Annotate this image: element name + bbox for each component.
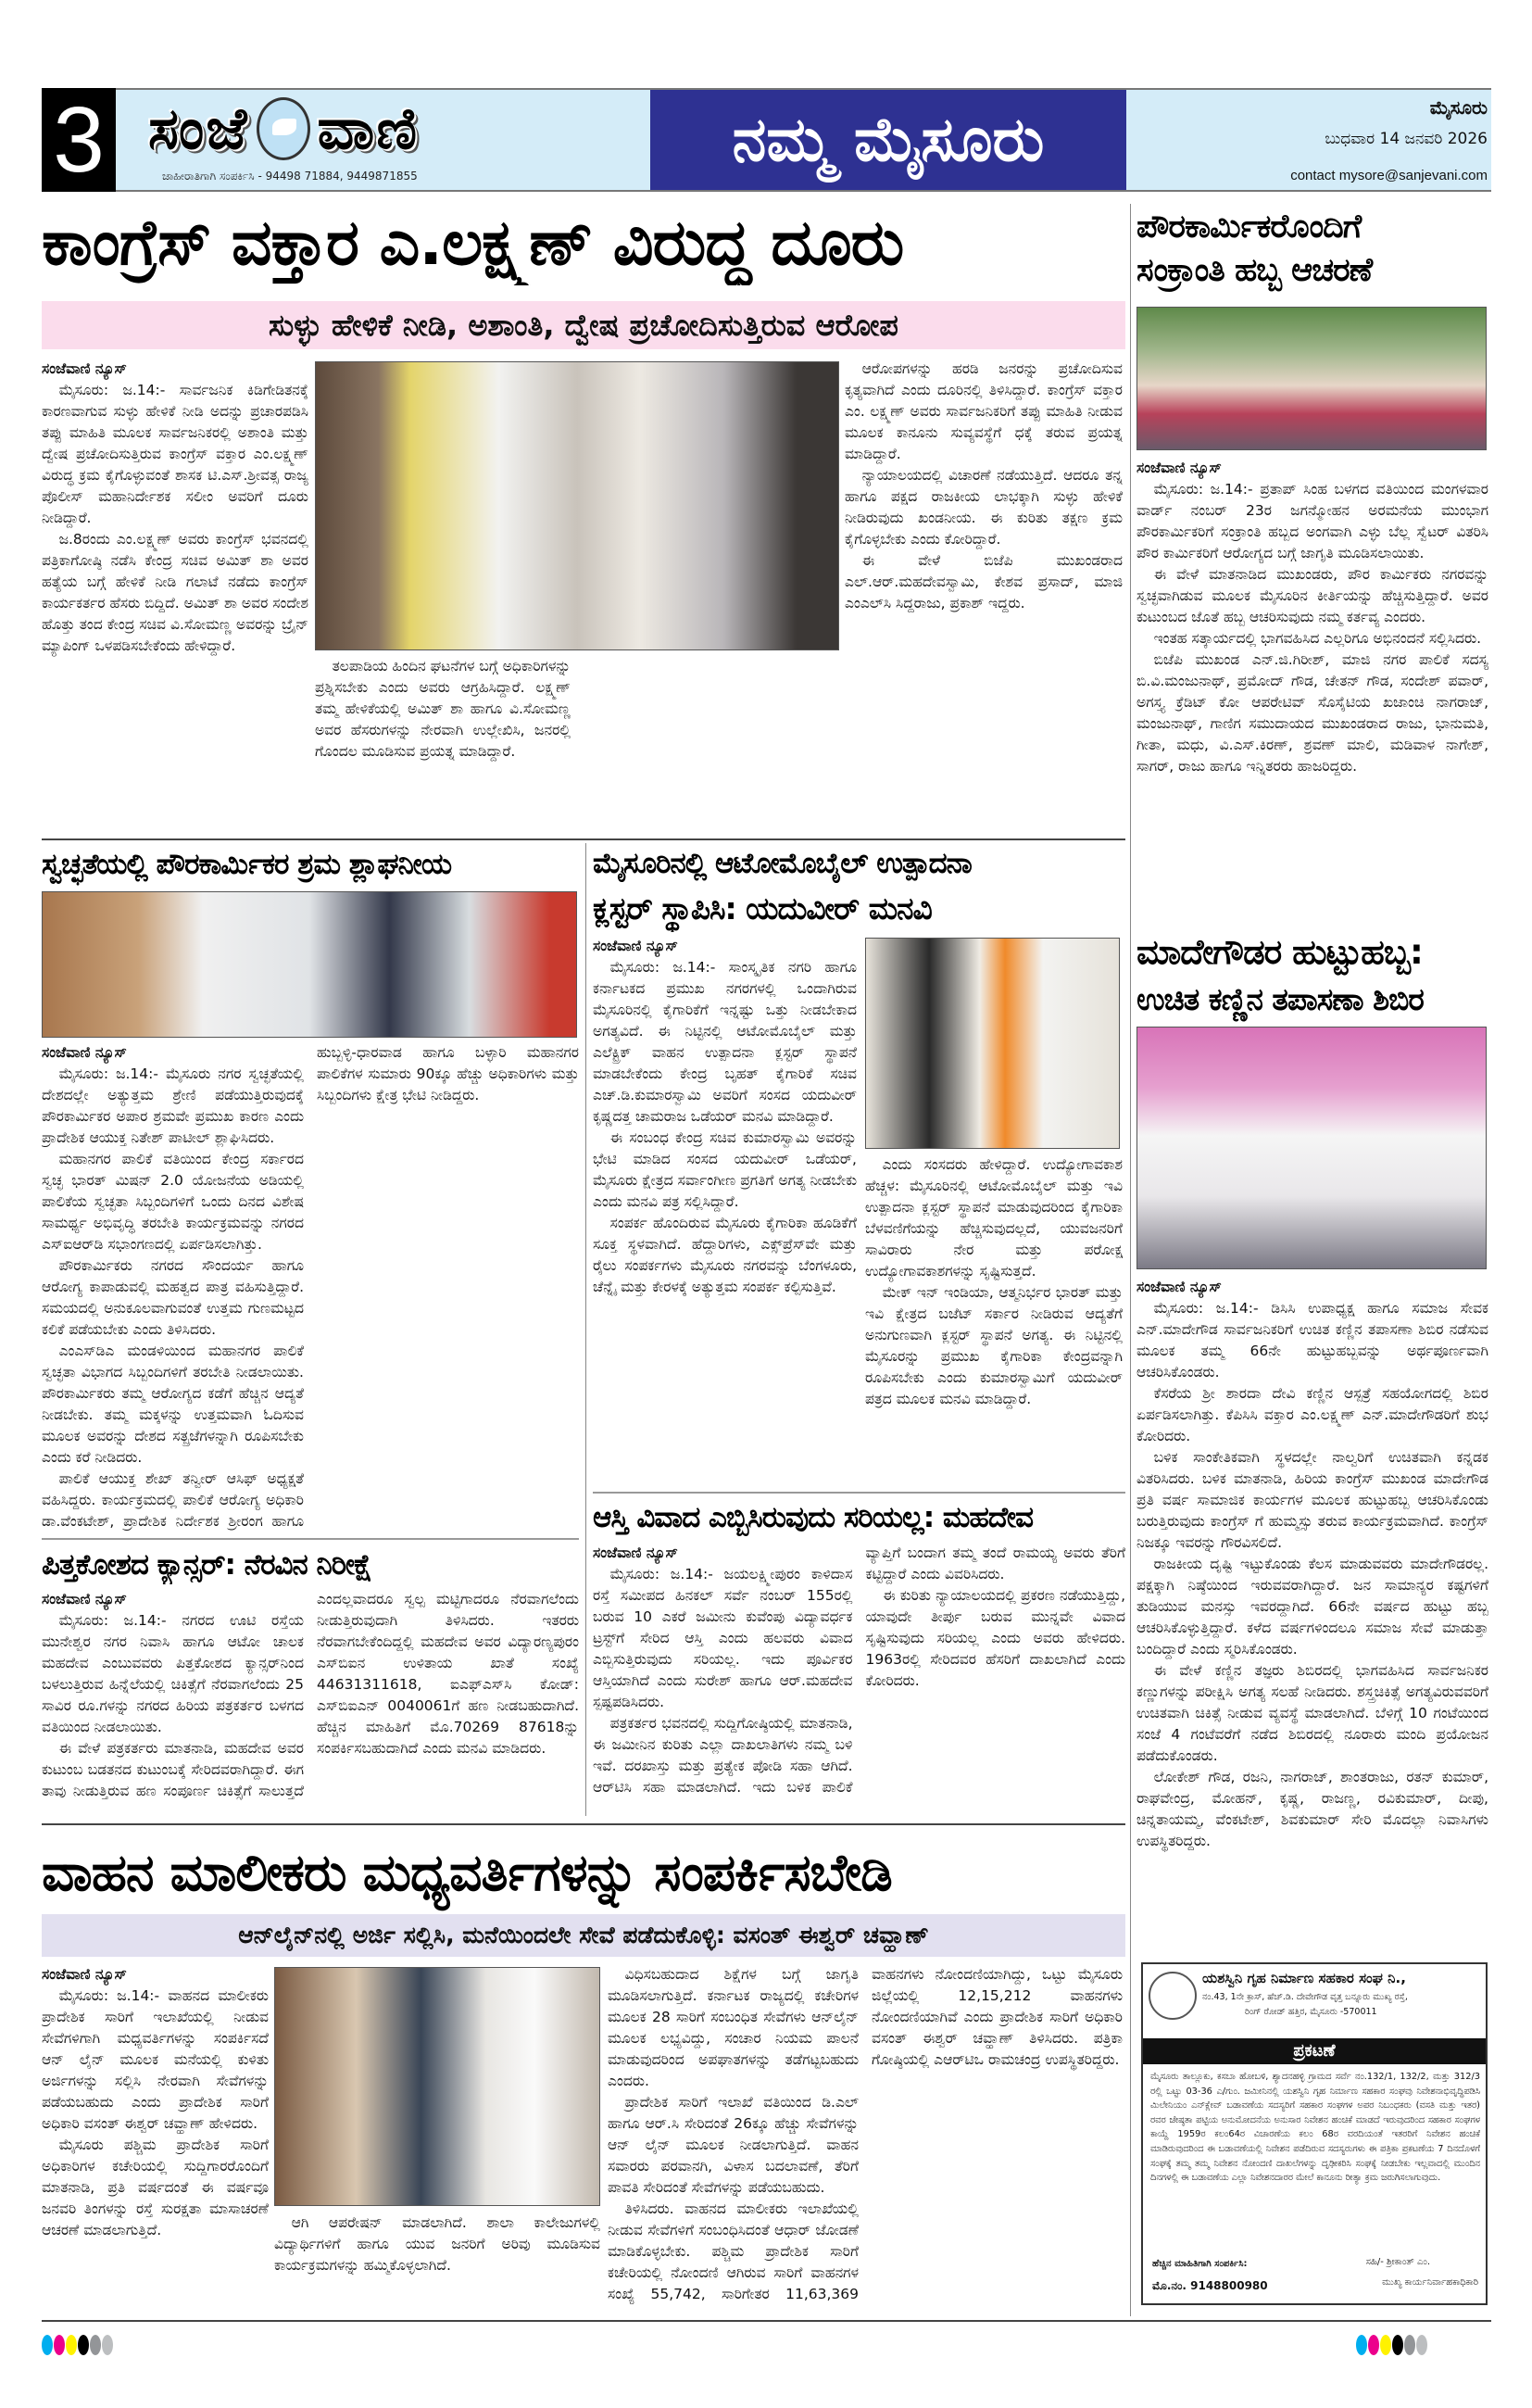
advert-address-2: ರಿಂಗ್ ರೋಡ್ ಹತ್ತಿರ, ಮೈಸೂರು -570011	[1245, 2007, 1377, 2017]
byline: ಸಂಜೆವಾಣಿ ನ್ಯೂಸ್	[42, 1044, 127, 1061]
byline: ಸಂಜೆವಾಣಿ ನ್ಯೂಸ್	[1136, 1279, 1222, 1295]
property-headline: ಆಸ್ತಿ ವಿವಾದ ಎಬ್ಬಿಸಿರುವುದು ಸರಿಯಲ್ಲ: ಮಹದೇವ	[593, 1501, 1033, 1534]
lead-photo	[315, 361, 839, 650]
vehicle-body-col1	[42, 1964, 269, 2307]
logo-text-part: ವಾಣಿ	[317, 95, 420, 162]
section-divider	[42, 1538, 579, 1540]
advert-contact-label: ಹೆಚ್ಚಿನ ಮಾಹಿತಿಗಾಗಿ ಸಂಪರ್ಕಿಸಿ:	[1152, 2259, 1248, 2269]
registration-mark	[78, 2335, 89, 2355]
registration-mark	[42, 2335, 53, 2355]
paragraph: ಮೇಕ್ ಇನ್ ಇಂಡಿಯಾ, ಆತ್ಮನಿರ್ಭರ ಭಾರತ್ ಮತ್ತು ಇವಿ ಕ್ಷೇತ್ರದ ಬಜೆಟ್ ಸರ್ಕಾರ ನೀಡಿರುವ ಆದ್ಯತೆಗೆ ಅನುಗುಣವಾಗಿ ಕ್ಲಸ್ಟರ್ ಸ್ಥಾಪನೆ ಅಗತ್ಯ. ಈ ನಿಟ್ಟಿನಲ್ಲಿ ಮೈಸೂರನ್ನು ಪ್ರಮುಖ ಕೈಗಾರಿಕಾ ಕೇಂದ್ರವನ್ನಾಗಿ ರೂಪಿಸಬೇಕು ಎಂದು ಕುಮಾರಸ್ವಾಮಿಗೆ ಯದುವೀರ್ ಪತ್ರದ ಮೂಲಕ ಮನವಿ ಮಾಡಿದ್ದಾರೆ.	[865, 1284, 1123, 1407]
paragraph: ಪೌರಕಾರ್ಮಿಕರು ನಗರದ ಸೌಂದರ್ಯ ಹಾಗೂ ಆರೋಗ್ಯ ಕಾಪಾಡುವಲ್ಲಿ ಮಹತ್ವದ ಪಾತ್ರ ವಹಿಸುತ್ತಿದ್ದಾರೆ. ಸಮಯದಲ್ಲಿ ಅನುಕೂಲವಾಗುವಂತೆ ಉತ್ತಮ ಗುಣಮಟ್ಟದ ಕಲಿಕೆ ಪಡೆಯಬೇಕು ಎಂದು ತಿಳಿಸಿದರು.	[42, 1257, 304, 1338]
byline: ಸಂಜೆವಾಣಿ ನ್ಯೂಸ್	[593, 1544, 678, 1561]
society-emblem-icon	[1149, 1972, 1197, 2020]
paragraph: ಕೆಸರೆಯ ಶ್ರೀ ಶಾರದಾ ದೇವಿ ಕಣ್ಣಿನ ಆಸ್ಪತ್ರೆ ಸಹಯೋಗದಲ್ಲಿ ಶಿಬಿರ ಏರ್ಪಡಿಸಲಾಗಿತ್ತು. ಕೆಪಿಸಿಸಿ ವಕ್ತಾರ ಎಂ.ಲಕ್ಷ್ಮಣ್ ಎನ್.ಮಾದೇಗೌಡರಿಗೆ ಶುಭ ಕೋರಿದರು.	[1136, 1385, 1488, 1444]
automobile-body-col1	[593, 936, 857, 1469]
public-notice-advert	[1141, 1962, 1488, 2305]
paragraph: ಮೈಸೂರು: ಜ.14:- ಡಿಸಿಸಿ ಉಪಾಧ್ಯಕ್ಷ ಹಾಗೂ ಸಮಾಜ ಸೇವಕ ಎನ್.ಮಾದೇಗೌಡ ಸಾರ್ವಜನಿಕರಿಗೆ ಉಚಿತ ಕಣ್ಣಿನ ತಪಾಸಣಾ ಶಿಬಿರ ನಡೆಸುವ ಮೂಲಕ ತಮ್ಮ 66ನೇ ಹುಟ್ಟುಹಬ್ಬವನ್ನು ಅರ್ಥಪೂರ್ಣವಾಗಿ ಆಚರಿಸಿಕೊಂಡರು.	[1136, 1300, 1488, 1381]
sankranti-headline-2: ಸಂಕ್ರಾಂತಿ ಹಬ್ಬ ಆಚರಣೆ	[1136, 252, 1373, 289]
newspaper-logo	[148, 93, 546, 165]
byline: ಸಂಜೆವಾಣಿ ನ್ಯೂಸ್	[1136, 460, 1222, 476]
paragraph: ಮೈಸೂರು: ಜ.14:- ವಾಹನದ ಮಾಲೀಕರು ಪ್ರಾದೇಶಿಕ ಸಾರಿಗೆ ಇಲಾಖೆಯಲ್ಲಿ ನೀಡುವ ಸೇವೆಗಳಿಗಾಗಿ ಮಧ್ಯವರ್ತಿಗಳನ್ನು ಸಂಪರ್ಕಿಸದೆ ಆನ್ ಲೈನ್ ಮೂಲಕ ಮನೆಯಲ್ಲಿ ಕುಳಿತು ಅರ್ಜಿಗಳನ್ನು ಸಲ್ಲಿಸಿ ನೇರವಾಗಿ ಸೇವೆಗಳನ್ನು ಪಡೆಯಬಹುದು ಎಂದು ಪ್ರಾದೇಶಿಕ ಸಾರಿಗೆ ಅಧಿಕಾರಿ ವಸಂತ್ ಈಶ್ವರ್ ಚವ್ಹಾಣ್ ಹೇಳಿದರು.	[42, 1987, 269, 2132]
paragraph: ಮೈಸೂರು: ಜ.14:- ಸಾರ್ವಜನಿಕ ಕಿಡಿಗೇಡಿತನಕ್ಕೆ ಕಾರಣವಾಗುವ ಸುಳ್ಳು ಹೇಳಿಕೆ ನೀಡಿ ಅದನ್ನು ಪ್ರಚಾರಪಡಿಸಿ ತಪ್ಪು ಮಾಹಿತಿ ಮೂಲಕ ಸಾರ್ವಜನಿಕರಲ್ಲಿ ಅಶಾಂತಿ ಮತ್ತು ದ್ವೇಷ ಪ್ರಚೋದಿಸುತ್ತಿರುವ ಕಾಂಗ್ರೆಸ್ ವಕ್ತಾರ ಎಂ.ಲಕ್ಷ್ಮಣ್ ವಿರುದ್ಧ ಕ್ರಮ ಕೈಗೊಳ್ಳುವಂತೆ ಶಾಸಕ ಟಿ.ಎಸ್.ಶ್ರೀವತ್ಸ ರಾಜ್ಯ ಪೊಲೀಸ್ ಮಹಾನಿರ್ದೇಶಕ ಸಲೀಂ ಅವರಿಗೆ ದೂರು ನೀಡಿದ್ದಾರೆ.	[42, 382, 308, 526]
paragraph: ಎಂದು ಸಂಸದರು ಹೇಳಿದ್ದಾರೆ. ಉದ್ಯೋಗಾವಕಾಶ ಹೆಚ್ಚಳ: ಮೈಸೂರಿನಲ್ಲಿ ಆಟೋಮೊಬೈಲ್ ಮತ್ತು ಇವಿ ಉತ್ಪಾದನಾ ಕ್ಲಸ್ಟರ್ ಸ್ಥಾಪನೆ ಮಾಡುವುದರಿಂದ ಕೈಗಾರಿಕಾ ಬೆಳವಣಿಗೆಯನ್ನು ಹೆಚ್ಚಿಸುವುದಲ್ಲದೆ, ಯುವಜನರಿಗೆ ಸಾವಿರಾರು ನೇರ ಮತ್ತು ಪರೋಕ್ಷ ಉದ್ಯೋಗಾವಕಾಶಗಳನ್ನು ಸೃಷ್ಟಿಸುತ್ತದೆ.	[865, 1156, 1123, 1280]
lead-headline: ಕಾಂಗ್ರೆಸ್ ವಕ್ತಾರ ಎ.ಲಕ್ಷ್ಮಣ್ ವಿರುದ್ಧ ದೂರು	[42, 207, 904, 280]
paragraph: ಪಾಲಿಕೆ ಆಯುಕ್ತ ಶೇಖ್ ತನ್ವೀರ್ ಆಸಿಫ್ ಅಧ್ಯಕ್ಷತೆ ವಹಿಸಿದ್ದರು. ಕಾರ್ಯಕ್ರಮದಲ್ಲಿ ಪಾಲಿಕೆ ಆರೋಗ್ಯ ಅಧಿಕಾರಿ ಡಾ.ವೆಂಕಟೇಶ್, ಪ್ರಾದೇಶಿಕ ನಿರ್ದೇಶಕ ಶ್ರೀರಂಗ ಹಾಗೂ ಹುಬ್ಬಳ್ಳಿ-ಧಾರವಾಡ ಹಾಗೂ ಬಳ್ಳಾರಿ ಮಹಾನಗರ ಪಾಲಿಕೆಗಳ ಸುಮಾರು 90ಕ್ಕೂ ಹೆಚ್ಚು ಅಧಿಕಾರಿಗಳು ಮತ್ತು ಸಿಬ್ಬಂದಿಗಳು ಕ್ಷೇತ್ರ ಭೇಟಿ ನೀಡಿದ್ದರು.	[42, 1044, 579, 1530]
byline: ಸಂಜೆವಾಣಿ ನ್ಯೂಸ್	[593, 938, 678, 954]
advert-banner: ಪ್ರಕಟಣೆ	[1143, 2038, 1486, 2064]
edition-title: ನಮ್ಮ ಮೈಸೂರು	[650, 90, 1126, 190]
section-divider	[42, 1823, 1125, 1825]
paragraph: ಈ ಸಂಬಂಧ ಕೇಂದ್ರ ಸಚಿವ ಕುಮಾರಸ್ವಾಮಿ ಅವರನ್ನು ಭೇಟಿ ಮಾಡಿದ ಸಂಸದ ಯದುವೀರ್ ಒಡೆಯರ್, ಮೈಸೂರು ಕ್ಷೇತ್ರದ ಸರ್ವಾಂಗೀಣ ಪ್ರಗತಿಗೆ ಅಗತ್ಯ ನೀಡಬೇಕು ಎಂದು ಮನವಿ ಪತ್ರ ಸಲ್ಲಿಸಿದ್ದಾರೆ.	[593, 1129, 857, 1210]
paragraph: ಜ.8ರಂದು ಎಂ.ಲಕ್ಷ್ಮಣ್ ಅವರು ಕಾಂಗ್ರೆಸ್ ಭವನದಲ್ಲಿ ಪತ್ರಿಕಾಗೋಷ್ಠಿ ನಡೆಸಿ ಕೇಂದ್ರ ಸಚಿವ ಅಮಿತ್ ಶಾ ಅವರ ಹತ್ಯೆಯ ಬಗ್ಗೆ ಹೇಳಿಕೆ ನೀಡಿ ಗಲಾಟೆ ನಡೆದು ಕಾಂಗ್ರೆಸ್ ಕಾರ್ಯಕರ್ತರ ಹೆಸರು ಬಿದ್ದಿದೆ. ಅಮಿತ್ ಶಾ ಅವರ ಸಂದೇಶ ಹೊತ್ತು ತಂದ ಕೇಂದ್ರ ಸಚಿವ ವಿ.ಸೋಮಣ್ಣ ಅವರನ್ನು ಬ್ರೈನ್ ಮ್ಯಾಪಿಂಗ್ ಒಳಪಡಿಸಬೇಕೆಂದು ಹೇಳಿದ್ದಾರೆ.	[42, 531, 308, 654]
lead-body-under-photo	[315, 656, 839, 836]
madegowda-headline-1: ಮಾದೇಗೌಡರ ಹುಟ್ಟುಹಬ್ಬ:	[1136, 932, 1423, 972]
paragraph: ಮೈಸೂರು: ಜ.14:- ಜಯಲಕ್ಷ್ಮೀಪುರಂ ಕಾಳಿದಾಸ ರಸ್ತೆ ಸಮೀಪದ ಹಿನಕಲ್ ಸರ್ವೆ ನಂಬರ್ 155ರಲ್ಲಿ ಬರುವ 10 ಎಕರೆ ಜಮೀನು ಕುವೆಂಪು ವಿದ್ಯಾವರ್ಧಕ ಟ್ರಸ್ಟ್‌ಗೆ ಸೇರಿದ ಆಸ್ತಿ ಎಂದು ಹಲವರು ವಿವಾದ ಎಬ್ಬಿಸುತ್ತಿರುವುದು ಸರಿಯಲ್ಲ. ಇದು ಪೂರ್ವಿಕರ ಆಸ್ತಿಯಾಗಿದೆ ಎಂದು ಸುರೇಶ್ ಹಾಗೂ ಆರ್.ಮಹದೇವ ಸ್ಪಷ್ಟಪಡಿಸಿದರು.	[593, 1566, 853, 1710]
paragraph: ಈ ವೇಳೆ ಮಾತನಾಡಿದ ಮುಖಂಡರು, ಪೌರ ಕಾರ್ಮಿಕರು ನಗರವನ್ನು ಸ್ವಚ್ಛವಾಗಿಡುವ ಮೂಲಕ ಮೈಸೂರಿನ ಕೀರ್ತಿಯನ್ನು ಹೆಚ್ಚಿಸುತ್ತಿದ್ದಾರೆ. ಅವರ ಕುಟುಂಬದ ಜೊತೆ ಹಬ್ಬ ಆಚರಿಸುವುದು ನಮ್ಮ ಕರ್ತವ್ಯ ಎಂದರು.	[1136, 566, 1488, 625]
registration-marks-right	[1356, 2335, 1427, 2355]
registration-mark	[90, 2335, 101, 2355]
page-number: 3	[42, 88, 116, 192]
registration-mark	[1356, 2335, 1367, 2355]
paragraph: ಮೈಸೂರು: ಜ.14:- ಮೈಸೂರು ನಗರ ಸ್ವಚ್ಛತೆಯಲ್ಲಿ ದೇಶದಲ್ಲೇ ಅತ್ಯುತ್ತಮ ಶ್ರೇಣಿ ಪಡೆಯುತ್ತಿರುವುದಕ್ಕೆ ಪೌರಕಾರ್ಮಿಕರ ಅಪಾರ ಶ್ರಮವೇ ಪ್ರಮುಖ ಕಾರಣ ಎಂದು ಪ್ರಾದೇಶಿಕ ಆಯುಕ್ತ ನಿತೇಶ್ ಪಾಟೀಲ್ ಶ್ಲಾಘಿಸಿದರು.	[42, 1065, 304, 1146]
advert-helpline: ಜಾಹೀರಾತಿಗಾಗಿ ಸಂಪರ್ಕಿಸಿ - 94498 71884, 9449871855	[162, 170, 418, 183]
madegowda-headline-2: ಉಚಿತ ಕಣ್ಣಿನ ತಪಾಸಣಾ ಶಿಬಿರ	[1136, 981, 1424, 1017]
lead-body-col4	[845, 359, 1123, 836]
lead-body-col1	[42, 359, 308, 836]
paragraph: ಮೈಸೂರು: ಜ.14:- ಸಾಂಸ್ಕೃತಿಕ ನಗರಿ ಹಾಗೂ ಕರ್ನಾಟಕದ ಪ್ರಮುಖ ನಗರಗಳಲ್ಲಿ ಒಂದಾಗಿರುವ ಮೈಸೂರಿನಲ್ಲಿ ಕೈಗಾರಿಕೆಗೆ ಇನ್ನಷ್ಟು ಒತ್ತು ನೀಡಬೇಕಾದ ಅಗತ್ಯವಿದೆ. ಈ ನಿಟ್ಟಿನಲ್ಲಿ ಆಟೋಮೊಬೈಲ್ ಮತ್ತು ಎಲೆಕ್ಟ್ರಿಕ್ ವಾಹನ ಉತ್ಪಾದನಾ ಕ್ಲಸ್ಟರ್ ಸ್ಥಾಪನೆ ಮಾಡಬೇಕೆಂದು ಕೇಂದ್ರ ಬೃಹತ್ ಕೈಗಾರಿಕೆ ಸಚಿವ ಎಚ್.ಡಿ.ಕುಮಾರಸ್ವಾಮಿ ಅವರಿಗೆ ಸಂಸದ ಯದುವೀರ್ ಕೃಷ್ಣದತ್ತ ಚಾಮರಾಜ ಒಡೆಯರ್ ಮನವಿ ಮಾಡಿದ್ದಾರೆ.	[593, 959, 857, 1125]
paragraph: ವಿಧಿಸಬಹುದಾದ ಶಿಕ್ಷೆಗಳ ಬಗ್ಗೆ ಜಾಗೃತಿ ಮೂಡಿಸಲಾಗುತ್ತಿದೆ. ಕರ್ನಾಟಕ ರಾಜ್ಯದಲ್ಲಿ ಕಚೇರಿಗಳ ಮೂಲಕ 28 ಸಾರಿಗೆ ಸಂಬಂಧಿತ ಸೇವೆಗಳು ಆನ್‌ಲೈನ್ ಮೂಲಕ ಲಭ್ಯವಿದ್ದು, ಸಂಚಾರ ನಿಯಮ ಪಾಲನೆ ಮಾಡುವುದರಿಂದ ಅಪಘಾತಗಳನ್ನು ತಡೆಗಟ್ಟಬಹುದು ಎಂದರು.	[608, 1966, 859, 2089]
paragraph: ಪತ್ರಕರ್ತರ ಭವನದಲ್ಲಿ ಸುದ್ದಿಗೋಷ್ಠಿಯಲ್ಲಿ ಮಾತನಾಡಿ, ಈ ಜಮೀನಿನ ಕುರಿತು ಎಲ್ಲಾ ದಾಖಲಾತಿಗಳು ನಮ್ಮ ಬಳಿ ಇವೆ. ದರಖಾಸ್ತು ಮತ್ತು ಪ್ರತ್ಯೇಕ ಪೋಡಿ ಸಹಾ ಆಗಿದೆ. ಆರ್‌ಟಿಸಿ ಸಹಾ ಮಾಡಲಾಗಿದೆ. ಇದು ಬಳಿಕ ಪಾಲಿಕೆ ವ್ಯಾಪ್ತಿಗೆ ಬಂದಾಗ ತಮ್ಮ ತಂದೆ ರಾಮಯ್ಯ ಅವರು ತೆರಿಗೆ ಕಟ್ಟಿದ್ದಾರೆ ಎಂದು ವಿವರಿಸಿದರು.	[593, 1544, 1125, 1796]
paragraph: ಈ ವೇಳೆ ಕಣ್ಣಿನ ತಜ್ಞರು ಶಿಬಿರದಲ್ಲಿ ಭಾಗವಹಿಸಿದ ಸಾರ್ವಜನಿಕರ ಕಣ್ಣುಗಳನ್ನು ಪರೀಕ್ಷಿಸಿ ಅಗತ್ಯ ಸಲಹೆ ನೀಡಿದರು. ಶಸ್ತ್ರಚಿಕಿತ್ಸೆ ಅಗತ್ಯವಿರುವವರಿಗೆ ಉಚಿತವಾಗಿ ಚಿಕಿತ್ಸೆ ನೀಡುವ ವ್ಯವಸ್ಥೆ ಮಾಡಲಾಗಿದೆ. ಬೆಳಿಗ್ಗೆ 10 ಗಂಟೆಯಿಂದ ಸಂಜೆ 4 ಗಂಟೆವರೆಗೆ ನಡೆದ ಶಿಬಿರದಲ್ಲಿ ನೂರಾರು ಮಂದಿ ಪ್ರಯೋಜನ ಪಡೆದುಕೊಂಡರು.	[1136, 1662, 1488, 1764]
paragraph: ಸಂಪರ್ಕ ಹೊಂದಿರುವ ಮೈಸೂರು ಕೈಗಾರಿಕಾ ಹೂಡಿಕೆಗೆ ಸೂಕ್ತ ಸ್ಥಳವಾಗಿದೆ. ಹೆದ್ದಾರಿಗಳು, ಎಕ್ಸ್‌ಪ್ರೆಸ್‌ವೇ ಮತ್ತು ರೈಲು ಸಂಪರ್ಕಗಳು ಮೈಸೂರು ನಗರವನ್ನು ಬೆಂಗಳೂರು, ಚೆನ್ನೈ ಮತ್ತು ಕೇರಳಕ್ಕೆ ಅತ್ಯುತ್ತಮ ಸಂಪರ್ಕ ಕಲ್ಪಿಸುತ್ತಿವೆ.	[593, 1215, 857, 1295]
registration-mark	[1392, 2335, 1403, 2355]
paragraph: ಎಂಎಸ್‌ಡಿಎ ಮಂಡಳಿಯಿಂದ ಮಹಾನಗರ ಪಾಲಿಕೆ ಸ್ವಚ್ಛತಾ ವಿಭಾಗದ ಸಿಬ್ಬಂದಿಗಳಿಗೆ ತರಬೇತಿ ನೀಡಲಾಯಿತು. ಪೌರಕಾರ್ಮಿಕರು ತಮ್ಮ ಆರೋಗ್ಯದ ಕಡೆಗೆ ಹೆಚ್ಚಿನ ಆದ್ಯತೆ ನೀಡಬೇಕು. ತಮ್ಮ ಮಕ್ಕಳನ್ನು ಉತ್ತಮವಾಗಿ ಓದಿಸುವ ಮೂಲಕ ಅವರನ್ನು ದೇಶದ ಸತ್ಪ್ರಜೆಗಳನ್ನಾಗಿ ರೂಪಿಸಬೇಕು ಎಂದು ಕರೆ ನೀಡಿದರು.	[42, 1343, 304, 1466]
dove-emblem-icon	[257, 97, 310, 160]
automobile-headline-2: ಕ್ಲಸ್ಟರ್ ಸ್ಥಾಪಿಸಿ: ಯದುವೀರ್ ಮನವಿ	[593, 890, 932, 927]
column-divider	[585, 843, 586, 1816]
advert-signatory-title: ಮುಖ್ಯ ಕಾರ್ಯನಿರ್ವಾಹಕಾಧಿಕಾರಿ	[1382, 2277, 1478, 2288]
logo-text-part: ಸಂಜೆ	[148, 95, 249, 162]
byline: ಸಂಜೆವಾಣಿ ನ್ಯೂಸ್	[42, 1591, 127, 1607]
footer-rule	[42, 2320, 1491, 2322]
sankranti-photo	[1136, 307, 1487, 450]
paragraph: ಈ ಕುರಿತು ನ್ಯಾಯಾಲಯದಲ್ಲಿ ಪ್ರಕರಣ ನಡೆಯುತ್ತಿದ್ದು, ಯಾವುದೇ ತೀರ್ಪು ಬರುವ ಮುನ್ನವೇ ವಿವಾದ ಸೃಷ್ಟಿಸುವುದು ಸರಿಯಲ್ಲ ಎಂದು ಅವರು ಹೇಳಿದರು. 1963ರಲ್ಲಿ ಸೇರಿದವರ ಹೆಸರಿಗೆ ದಾಖಲಾಗಿದೆ ಎಂದು ಕೋರಿದರು.	[865, 1587, 1125, 1689]
vehicle-body-under-photo	[274, 2213, 600, 2307]
issue-date: ಬುಧವಾರ 14 ಜನವರಿ 2026	[1325, 130, 1488, 148]
column-divider	[1130, 204, 1131, 2316]
byline: ಸಂಜೆವಾಣಿ ನ್ಯೂಸ್	[42, 360, 127, 377]
paragraph: ತಲಪಾಡಿಯ ಹಿಂದಿನ ಘಟನೆಗಳ ಬಗ್ಗೆ ಅಧಿಕಾರಿಗಳನ್ನು ಪ್ರಶ್ನಿಸಬೇಕು ಎಂದು ಅವರು ಆಗ್ರಹಿಸಿದ್ದಾರೆ. ಲಕ್ಷ್ಮಣ್ ತಮ್ಮ ಹೇಳಿಕೆಯಲ್ಲಿ ಅಮಿತ್ ಶಾ ಹಾಗೂ ವಿ.ಸೋಮಣ್ಣ ಅವರ ಹೆಸರುಗಳನ್ನು ನೇರವಾಗಿ ಉಲ್ಲೇಖಿಸಿ, ಜನರಲ್ಲಿ ಗೊಂದಲ ಮೂಡಿಸುವ ಪ್ರಯತ್ನ ಮಾಡಿದ್ದಾರೆ.	[315, 658, 571, 760]
section-divider	[593, 1492, 1125, 1494]
paragraph: ಮೈಸೂರು: ಜ.14:- ಪ್ರತಾಪ್ ಸಿಂಹ ಬಳಗದ ವತಿಯಿಂದ ಮಂಗಳವಾರ ವಾರ್ಡ್ ನಂಬರ್ 23ರ ಜಗನ್ಮೋಹನ ಅರಮನೆಯ ಮುಂಭಾಗ ಪೌರಕಾರ್ಮಿಕರಿಗೆ ಸಂಕ್ರಾಂತಿ ಹಬ್ಬದ ಅಂಗವಾಗಿ ಎಳ್ಳು ಬೆಲ್ಲ ಸ್ವೆಟರ್ ವಿತರಿಸಿ ಪೌರ ಕಾರ್ಮಿಕರಿಗೆ ಆರೋಗ್ಯದ ಬಗ್ಗೆ ಜಾಗೃತಿ ಮೂಡಿಸಲಾಯಿತು.	[1136, 481, 1488, 561]
advert-org-name: ಯಶಸ್ವಿನಿ ಗೃಹ ನಿರ್ಮಾಣ ಸಹಕಾರ ಸಂಘ ನಿ.,	[1202, 1970, 1406, 1986]
paragraph: ಮಹಾನಗರ ಪಾಲಿಕೆ ವತಿಯಿಂದ ಕೇಂದ್ರ ಸರ್ಕಾರದ ಸ್ವಚ್ಛ ಭಾರತ್ ಮಿಷನ್ 2.0 ಯೋಜನೆಯ ಅಡಿಯಲ್ಲಿ ಪಾಲಿಕೆಯ ಸ್ವಚ್ಛತಾ ಸಿಬ್ಬಂದಿಗಳಿಗೆ ಒಂದು ದಿನದ ವಿಶೇಷ ಸಾಮರ್ಥ್ಯ ಅಭಿವೃದ್ಧಿ ತರಬೇತಿ ಕಾರ್ಯಕ್ರಮವನ್ನು ನಗರದ ಎಸ್‌ಐಆರ್‌ಡಿ ಸಭಾಂಗಣದಲ್ಲಿ ಏರ್ಪಡಿಸಲಾಗಿತ್ತು.	[42, 1151, 304, 1253]
paragraph: ನ್ಯಾಯಾಲಯದಲ್ಲಿ ವಿಚಾರಣೆ ನಡೆಯುತ್ತಿದೆ. ಆದರೂ ತನ್ನ ಹಾಗೂ ಪಕ್ಷದ ರಾಜಕೀಯ ಲಾಭಕ್ಕಾಗಿ ಸುಳ್ಳು ಹೇಳಿಕೆ ನೀಡಿರುವುದು ಖಂಡನೀಯ. ಈ ಕುರಿತು ತಕ್ಷಣ ಕ್ರಮ ಕೈಗೊಳ್ಳಬೇಕು ಎಂದು ಕೋರಿದ್ದಾರೆ.	[845, 467, 1123, 548]
sankranti-body	[1136, 458, 1488, 921]
yaduveer-photo	[865, 938, 1120, 1149]
automobile-body-col2	[865, 1154, 1123, 1469]
automobile-headline-1: ಮೈಸೂರಿನಲ್ಲಿ ಆಟೋಮೊಬೈಲ್ ಉತ್ಪಾದನಾ	[593, 847, 972, 880]
advert-address-1: ನಂ.43, 1ನೇ ಕ್ರಾಸ್, ಹೆಚ್.ಡಿ. ದೇವೇಗೌಡ ವೃತ್ತ ಬನ್ನೂರು ಮುಖ್ಯ ರಸ್ತೆ,	[1202, 1992, 1408, 2002]
madegowda-body	[1136, 1277, 1488, 1946]
cancer-headline: ಪಿತ್ತಕೋಶದ ಕ್ಯಾನ್ಸರ್: ನೆರವಿನ ನಿರೀಕ್ಷೆ	[42, 1548, 372, 1582]
advert-body: ಮೈಸೂರು ತಾಲ್ಲೂಕು, ಕಸಬಾ ಹೋಬಳಿ, ಶ್ಯಾದನಹಳ್ಳಿ ಗ್ರಾಮದ ಸರ್ವೆ ನಂ.132/1, 132/2, ಮತ್ತು 312/3 ರಲ್ಲಿ ಒಟ್ಟು 03-36 ಎ/ಗುಂ. ಜಮೀನಿನಲ್ಲಿ ಯಶಸ್ವಿನಿ ಗೃಹ ನಿರ್ಮಾಣ ಸಹಕಾರ ಸಂಘವು ನಿವೇಶನಾಭಿವೃದ್ಧಿಪಡಿಸಿ ಮಿಲೇನಿಯಂ ಎನ್‌ಕ್ಲೇವ್ ಬಡಾವಣೆಯ ಸದಸ್ಯರಿಗೆ ಸಹಕಾರ ಸಂಘಗಳ ಅಪರ ನಿಬಂಧಕರು (ವಸತಿ ಮತ್ತು ಇತರ) ರವರ ಜೇಷ್ಠತಾ ಪಟ್ಟಿಯ ಅನುಮೋದನೆಯ ಅನುಸಾರ ನಿವೇಶನ ಹಂಚಿಕೆ ಮಾಡದೆ ಇರುವುದರಿಂದ ಸಹಕಾರ ಸಂಘಗಳ ಕಾಯ್ದೆ 1959ರ ಕಲಂ64ರ ವಿಚಾರಣೆಯ ಕಲಂ 68ರ ವರದಿಯಂತೆ ಇತರರಿಗೆ ನಿವೇಶನ ಹಂಚಿಕೆ ಮಾಡಿರುವುದರಿಂದ ಈ ಬಡಾವಣೆಯಲ್ಲಿ ನಿವೇಶನ ಪಡೆದಿರುವ ಸದಸ್ಯರುಗಳು ಈ ಪತ್ರಿಕಾ ಪ್ರಕಟಣೆಯ 7 ದಿನದೊಳಗೆ ಸಂಘಕ್ಕೆ ತಮ್ಮ ತಮ್ಮ ನಿವೇಶನ ನೋಂದಣಿ ದಾಖಲೆಗಳನ್ನು ದೃಢೀಕರಿಸಿ ಸಂಘಕ್ಕೆ ನೀಡಬೇಕು ಇಲ್ಲವಾದಲ್ಲಿ ಮುಂದಿನ ದಿನಗಳಲ್ಲಿ ಈ ಬಡಾವಣೆಯ ಎಲ್ಲಾ ನಿವೇಶನದಾರರ ಮೇಲೆ ಕಾನೂನು ರೀತ್ಯಾ ಕ್ರಮ ಜರುಗಿಸಲಾಗುವುದು.	[1150, 2072, 1480, 2184]
cleanliness-body	[42, 1042, 579, 1533]
registration-mark	[1416, 2335, 1427, 2355]
registration-mark	[102, 2335, 113, 2355]
edition-city: ಮೈಸೂರು	[1429, 96, 1488, 119]
registration-marks-left	[42, 2335, 113, 2355]
section-divider	[42, 838, 1125, 840]
cancer-body	[42, 1589, 579, 1811]
paragraph: ತಿಳಿಸಿದರು. ವಾಹನದ ಮಾಲೀಕರು ಇಲಾಖೆಯಲ್ಲಿ ನೀಡುವ ಸೇವೆಗಳಿಗೆ ಸಂಬಂಧಿಸಿದಂತೆ ಆಧಾರ್ ಜೋಡಣೆ ಮಾಡಿಕೊಳ್ಳಬೇಕು. ಪಶ್ಚಿಮ ಪ್ರಾದೇಶಿಕ ಸಾರಿಗೆ ಕಚೇರಿಯಲ್ಲಿ ನೋಂದಣಿ ಆಗಿರುವ ಸಾರಿಗೆ ವಾಹನಗಳ ಸಂಖ್ಯೆ 55,742, ಸಾರಿಗೇತರ 11,63,369 ವಾಹನಗಳು ನೋಂದಣಿಯಾಗಿದ್ದು, ಒಟ್ಟು ಮೈಸೂರು ಜಿಲ್ಲೆಯಲ್ಲಿ 12,15,212 ವಾಹನಗಳು ನೋಂದಣಿಯಾಗಿವೆ ಎಂದು ಪ್ರಾದೇಶಿಕ ಸಾರಿಗೆ ಅಧಿಕಾರಿ ವಸಂತ್ ಈಶ್ವರ್ ಚವ್ಹಾಣ್ ತಿಳಿಸಿದರು. ಪತ್ರಿಕಾ ಗೋಷ್ಠಿಯಲ್ಲಿ ಎಆರ್‌ಟಿಒ ರಾಮಚಂದ್ರ ಉಪಸ್ಥಿತರಿದ್ದರು.	[608, 1966, 1123, 2302]
registration-mark	[1404, 2335, 1415, 2355]
cleanliness-headline: ಸ್ವಚ್ಛತೆಯಲ್ಲಿ ಪೌರಕಾರ್ಮಿಕರ ಶ್ರಮ ಶ್ಲಾಘನೀಯ	[42, 848, 452, 881]
paragraph: ಬಿಜೆಪಿ ಮುಖಂಡ ಎನ್.ಜಿ.ಗಿರೀಶ್, ಮಾಜಿ ನಗರ ಪಾಲಿಕೆ ಸದಸ್ಯ ಬಿ.ವಿ.ಮಂಜುನಾಥ್, ಪ್ರಮೋದ್ ಗೌಡ, ಚೇತನ್ ಗೌಡ, ಸಂದೇಶ್ ಪವಾರ್, ಅಗಸ್ತ್ಯ ಕ್ರೆಡಿಟ್ ಕೋ ಆಪರೇಟಿವ್ ಸೊಸೈಟಿಯ ಖಜಾಂಚಿ ನಾಗರಾಜ್, ಮಂಜುನಾಥ್, ಗಾಣಿಗ ಸಮುದಾಯದ ಮುಖಂಡರಾದ ರಾಜು, ಭಾನುಮತಿ, ಗೀತಾ, ಮಧು, ವಿ.ಎಸ್.ಕಿರಣ್, ಶ್ರವಣ್ ಮಾಲಿ, ಮಡಿವಾಳ ನಾಗೇಶ್, ಸಾಗರ್, ರಾಜು ಹಾಗೂ ಇನ್ನಿತರರು ಹಾಜರಿದ್ದರು.	[1136, 651, 1488, 775]
rto-officer-photo	[274, 1967, 600, 2206]
paragraph: ಈ ವೇಳೆ ಪತ್ರಕರ್ತರು ಮಾತನಾಡಿ, ಮಹದೇವ ಅವರ ಕುಟುಂಬ ಬಡತನದ ಕುಟುಂಬಕ್ಕೆ ಸೇರಿದವರಾಗಿದ್ದಾರೆ. ಈಗ ತಾವು ನೀಡುತ್ತಿರುವ ಹಣ ಸಂಪೂರ್ಣ ಚಿಕಿತ್ಸೆಗೆ ಸಾಲುತ್ತದೆ ಎಂದಲ್ಲವಾದರೂ ಸ್ವಲ್ಪ ಮಟ್ಟಿಗಾದರೂ ನೆರವಾಗಲೆಂದು ನೀಡುತ್ತಿರುವುದಾಗಿ ತಿಳಿಸಿದರು. ಇತರರು ನೆರವಾಗಬೇಕೆಂದಿದ್ದಲ್ಲಿ ಮಹದೇವ ಅವರ ವಿದ್ಯಾರಣ್ಯಪುರಂ ಎಸ್‌ಬಿಐನ ಉಳಿತಾಯ ಖಾತೆ ಸಂಖ್ಯೆ 44631311618, ಐಎಫ್‌ಎಸ್‌ಸಿ ಕೋಡ್: ಎಸ್‌ಬಿಐಎನ್ 0040061ಗೆ ಹಣ ನೀಡಬಹುದಾಗಿದೆ. ಹೆಚ್ಚಿನ ಮಾಹಿತಿಗೆ ಮೊ.70269 87618ನ್ನು ಸಂಪರ್ಕಿಸಬಹುದಾಗಿದೆ ಎಂದು ಮನವಿ ಮಾಡಿದರು.	[42, 1591, 579, 1799]
paragraph: ಪ್ರಾದೇಶಿಕ ಸಾರಿಗೆ ಇಲಾಖೆ ವತಿಯಿಂದ ಡಿ.ಎಲ್ ಹಾಗೂ ಆರ್.ಸಿ ಸೇರಿದಂತೆ 26ಕ್ಕೂ ಹೆಚ್ಚು ಸೇವೆಗಳನ್ನು ಆನ್ ಲೈನ್ ಮೂಲಕ ನೀಡಲಾಗುತ್ತಿದೆ. ವಾಹನ ಸವಾರರು ಪರವಾನಗಿ, ವಿಳಾಸ ಬದಲಾವಣೆ, ತೆರಿಗೆ ಪಾವತಿ ಸೇರಿದಂತೆ ಸೇವೆಗಳನ್ನು ಪಡೆಯಬಹುದು.	[608, 2094, 859, 2196]
paragraph: ಮೈಸೂರು ಪಶ್ಚಿಮ ಪ್ರಾದೇಶಿಕ ಸಾರಿಗೆ ಅಧಿಕಾರಿಗಳ ಕಚೇರಿಯಲ್ಲಿ ಸುದ್ದಿಗಾರರೊಂದಿಗೆ ಮಾತನಾಡಿ, ಪ್ರತಿ ವರ್ಷದಂತೆ ಈ ವರ್ಷವೂ ಜನವರಿ ತಿಂಗಳನ್ನು ರಸ್ತೆ ಸುರಕ್ಷತಾ ಮಾಸಾಚರಣೆ ಆಚರಣೆ ಮಾಡಲಾಗುತ್ತಿದೆ.	[42, 2137, 269, 2238]
registration-mark	[66, 2335, 77, 2355]
paragraph: ಬಳಿಕ ಸಾಂಕೇತಿಕವಾಗಿ ಸ್ಥಳದಲ್ಲೇ ನಾಲ್ವರಿಗೆ ಉಚಿತವಾಗಿ ಕನ್ನಡಕ ವಿತರಿಸಿದರು. ಬಳಿಕ ಮಾತನಾಡಿ, ಹಿರಿಯ ಕಾಂಗ್ರೆಸ್ ಮುಖಂಡ ಮಾದೇಗೌಡ ಪ್ರತಿ ವರ್ಷ ಸಾಮಾಜಿಕ ಕಾರ್ಯಗಳ ಮೂಲಕ ಹುಟ್ಟುಹಬ್ಬ ಆಚರಿಸಿಕೊಂಡು ಬರುತ್ತಿರುವುದು ಕಾಂಗ್ರೆಸ್ ಗೆ ಹುಮ್ಮಸ್ಸು ತರುವ ಕಾರ್ಯಕ್ರಮವಾಗಿದೆ. ಕಾಂಗ್ರೆಸ್ ನಿಜಕ್ಕೂ ಇವರನ್ನು ಗೌರವಿಸಲಿದೆ.	[1136, 1449, 1488, 1551]
paragraph: ಆರೋಪಗಳನ್ನು ಹರಡಿ ಜನರನ್ನು ಪ್ರಚೋದಿಸುವ ಕೃತ್ಯವಾಗಿದೆ ಎಂದು ದೂರಿನಲ್ಲಿ ತಿಳಿಸಿದ್ದಾರೆ. ಕಾಂಗ್ರೆಸ್ ವಕ್ತಾರ ಎಂ. ಲಕ್ಷ್ಮಣ್ ಅವರು ಸಾರ್ವಜನಿಕರಿಗೆ ತಪ್ಪು ಮಾಹಿತಿ ನೀಡುವ ಮೂಲಕ ಕಾನೂನು ಸುವ್ಯವಸ್ಥೆಗೆ ಧಕ್ಕೆ ತರುವ ಪ್ರಯತ್ನ ಮಾಡಿದ್ದಾರೆ.	[845, 360, 1123, 462]
eye-camp-photo	[1136, 1027, 1487, 1269]
paragraph: ಲೋಕೇಶ್ ಗೌಡ, ರಜನಿ, ನಾಗರಾಜ್, ಶಾಂತರಾಜು, ರತನ್ ಕುಮಾರ್, ರಾಘವೇಂದ್ರ, ಮೋಹನ್, ಕೃಷ್ಣ, ರಾಜಣ್ಣ, ರವಿಕುಮಾರ್, ದೀಪು, ಚಿನ್ನತಾಯಮ್ಮ, ವೆಂಕಟೇಶ್, ಶಿವಕುಮಾರ್ ಸೇರಿ ಮೊದಲ್ಲಾ ನಿವಾಸಿಗಳು ಉಪಸ್ಥಿತರಿದ್ದರು.	[1136, 1769, 1488, 1849]
registration-mark	[54, 2335, 65, 2355]
sankranti-headline-1: ಪೌರಕಾರ್ಮಿಕರೊಂದಿಗೆ	[1136, 208, 1362, 246]
paragraph: ರಾಜಕೀಯ ದೃಷ್ಟಿ ಇಟ್ಟುಕೊಂಡು ಕೆಲಸ ಮಾಡುವವರು ಮಾದೇಗೌಡರಲ್ಲ. ಪಕ್ಷಕ್ಕಾಗಿ ನಿಷ್ಠೆಯಿಂದ ಇರುವವರಾಗಿದ್ದಾರೆ. ಜನ ಸಾಮಾನ್ಯರ ಕಷ್ಟಗಳಿಗೆ ತುಡಿಯುವ ಮನಸ್ಸು ಇವರದ್ದಾಗಿದೆ. 66ನೇ ವರ್ಷದ ಹುಟ್ಟು ಹಬ್ಬ ಆಚರಿಸಿಕೊಳ್ಳುತ್ತಿದ್ದಾರೆ. ಕಳೆದ ವರ್ಷಗಳಿಂದಲೂ ಸಮಾಜ ಸೇವೆ ಮಾಡುತ್ತಾ ಬಂದಿದ್ದಾರೆ ಎಂದು ಸ್ಮರಿಸಿಕೊಂಡರು.	[1136, 1556, 1488, 1658]
vehicle-subhead: ಆನ್‌ಲೈನ್‌ನಲ್ಲಿ ಅರ್ಜಿ ಸಲ್ಲಿಸಿ, ಮನೆಯಿಂದಲೇ ಸೇವೆ ಪಡೆದುಕೊಳ್ಳಿ: ವಸಂತ್ ಈಶ್ವರ್ ಚವ್ಹಾಣ್	[42, 1914, 1125, 1957]
cleanliness-photo	[42, 891, 577, 1038]
lead-subhead: ಸುಳ್ಳು ಹೇಳಿಕೆ ನೀಡಿ, ಅಶಾಂತಿ, ದ್ವೇಷ ಪ್ರಚೋದಿಸುತ್ತಿರುವ ಆರೋಪ	[42, 301, 1125, 349]
byline: ಸಂಜೆವಾಣಿ ನ್ಯೂಸ್	[42, 1966, 127, 1983]
registration-mark	[1380, 2335, 1391, 2355]
paragraph: ಇಂತಹ ಸತ್ಕಾರ್ಯದಲ್ಲಿ ಭಾಗವಹಿಸಿದ ಎಲ್ಲರಿಗೂ ಅಭಿನಂದನೆ ಸಲ್ಲಿಸಿದರು.	[1153, 630, 1482, 647]
registration-mark	[1368, 2335, 1379, 2355]
vehicle-headline: ವಾಹನ ಮಾಲೀಕರು ಮಧ್ಯವರ್ತಿಗಳನ್ನು ಸಂಪರ್ಕಿಸಬೇಡಿ	[42, 1843, 892, 1902]
paragraph: ಮೈಸೂರು: ಜ.14:- ನಗರದ ಊಟಿ ರಸ್ತೆಯ ಮುನೇಶ್ವರ ನಗರ ನಿವಾಸಿ ಹಾಗೂ ಆಟೋ ಚಾಲಕ ಮಹದೇವ ಎಂಬುವವರು ಪಿತ್ತಕೋಶದ ಕ್ಯಾನ್ಸರ್‌ನಿಂದ ಬಳಲುತ್ತಿರುವ ಹಿನ್ನೆಲೆಯಲ್ಲಿ ಚಿಕಿತ್ಸೆಗೆ ನೆರವಾಗಲೆಂದು 25 ಸಾವಿರ ರೂ.ಗಳನ್ನು ನಗರದ ಹಿರಿಯ ಪತ್ರಕರ್ತರ ಬಳಗದ ವತಿಯಿಂದ ನೀಡಲಾಯಿತು.	[42, 1612, 304, 1735]
vehicle-body-cols	[608, 1964, 1123, 2307]
paragraph: ಆಗಿ ಆಪರೇಷನ್ ಮಾಡಲಾಗಿದೆ. ಶಾಲಾ ಕಾಲೇಜುಗಳಲ್ಲಿ ವಿದ್ಯಾರ್ಥಿಗಳಿಗೆ ಹಾಗೂ ಯುವ ಜನರಿಗೆ ಅರಿವು ಮೂಡಿಸುವ ಕಾರ್ಯಕ್ರಮಗಳನ್ನು ಹಮ್ಮಿಕೊಳ್ಳಲಾಗಿದೆ.	[274, 2214, 600, 2274]
advert-contact-phone: ಮೊ.ನಂ. 9148800980	[1152, 2279, 1268, 2292]
paragraph: ಈ ವೇಳೆ ಬಿಜೆಪಿ ಮುಖಂಡರಾದ ಎಲ್.ಆರ್.ಮಹದೇವಸ್ವಾಮಿ, ಕೇಶವ ಪ್ರಸಾದ್, ಮಾಜಿ ಎಂಎಲ್‌ಸಿ ಸಿದ್ದರಾಜು, ಪ್ರಕಾಶ್ ಇದ್ದರು.	[845, 552, 1123, 611]
contact-email: contact mysore@sanjevani.com	[1290, 168, 1488, 183]
advert-signatory: ಸಹಿ/- ಶ್ರೀಕಾಂತ್ ಎಂ.	[1365, 2257, 1430, 2267]
property-body	[593, 1543, 1125, 1811]
